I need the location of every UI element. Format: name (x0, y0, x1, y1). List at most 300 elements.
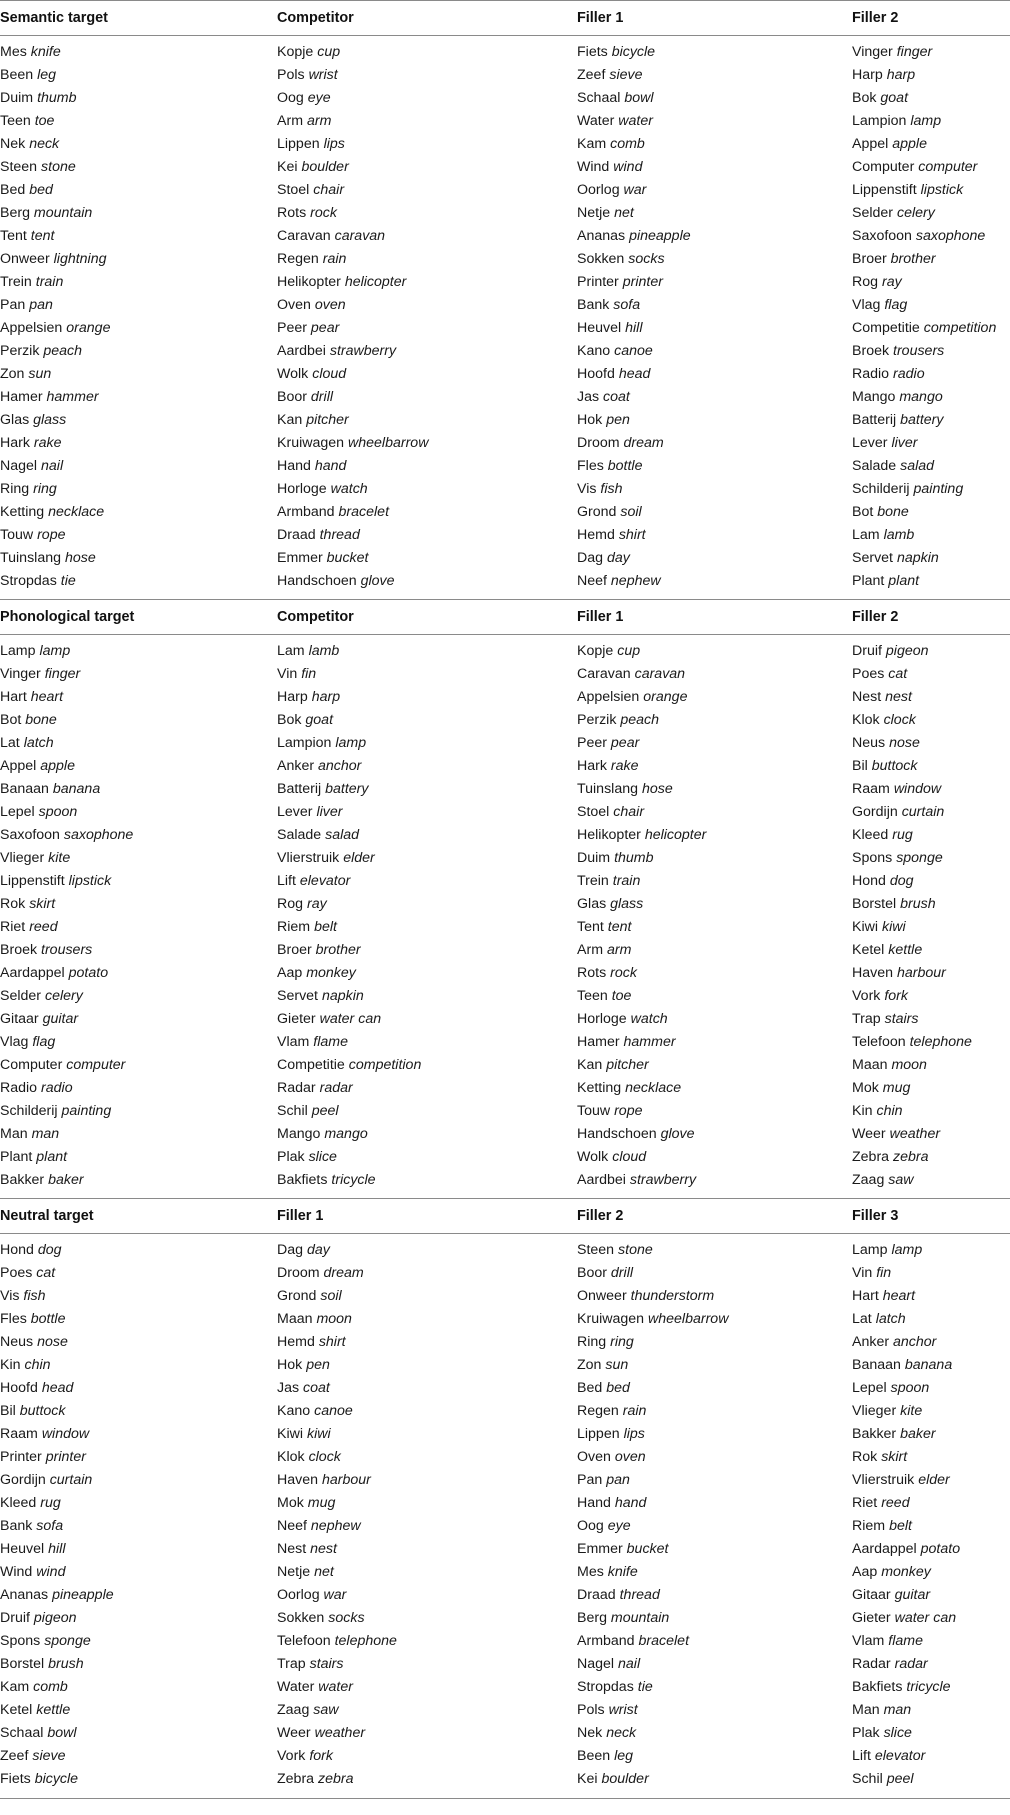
dutch-word: Stropdas (0, 573, 57, 589)
table-cell (0, 1515, 277, 1538)
table-row (0, 1607, 1010, 1630)
dutch-word: Nagel (577, 1656, 615, 1672)
english-translation: lamp (891, 1242, 923, 1258)
table-cell (0, 478, 277, 501)
english-translation: telephone (909, 1034, 972, 1050)
table-cell (577, 41, 852, 64)
dutch-word: Klok (277, 1449, 305, 1465)
english-translation: battery (900, 412, 944, 428)
dutch-word: Broek (0, 942, 38, 958)
dutch-word: Vin (852, 1265, 873, 1281)
english-translation: drill (610, 1265, 633, 1281)
dutch-word: Plant (0, 1149, 33, 1165)
table-cell (277, 1285, 577, 1308)
dutch-word: Servet (277, 988, 319, 1004)
english-translation: fin (876, 1265, 892, 1281)
table-row (0, 1031, 1010, 1054)
dutch-word: Draad (577, 1587, 616, 1603)
dutch-word: Rog (852, 274, 879, 290)
table-cell (852, 87, 1010, 110)
dutch-word: Raam (852, 781, 890, 797)
dutch-word: Broek (852, 343, 890, 359)
dutch-word: Printer (577, 274, 619, 290)
dutch-word: Berg (577, 1610, 607, 1626)
table-cell (577, 1077, 852, 1100)
dutch-word: Stropdas (577, 1679, 634, 1695)
table-cell (852, 1031, 1010, 1054)
dutch-word: Fles (0, 1311, 27, 1327)
table-cell (852, 225, 1010, 248)
english-translation: rug (892, 827, 913, 843)
table-cell (0, 1262, 277, 1285)
english-translation: lamp (39, 643, 71, 659)
dutch-word: Hamer (0, 389, 43, 405)
dutch-word: Oven (577, 1449, 611, 1465)
table-cell (852, 1469, 1010, 1492)
table-cell (277, 640, 577, 663)
english-translation: saxophone (915, 228, 986, 244)
dutch-word: Trap (852, 1011, 881, 1027)
table-cell (277, 363, 577, 386)
dutch-word: Vlag (0, 1034, 29, 1050)
table-cell (852, 1607, 1010, 1630)
table-cell (277, 801, 577, 824)
english-translation: eye (607, 1518, 631, 1534)
dutch-word: Radio (852, 366, 890, 382)
table-cell (577, 64, 852, 87)
table-row (0, 824, 1010, 847)
table-cell (577, 640, 852, 663)
english-translation: coat (603, 389, 630, 405)
table-cell (852, 1584, 1010, 1607)
dutch-word: Teen (0, 113, 31, 129)
table-cell (0, 640, 277, 663)
english-translation: banana (904, 1357, 953, 1373)
english-translation: bottle (607, 458, 643, 474)
dutch-word: Kruiwagen (277, 435, 345, 451)
english-translation: weather (889, 1126, 941, 1142)
dutch-word: Appel (0, 758, 37, 774)
table-cell (577, 1584, 852, 1607)
english-translation: anchor (893, 1334, 937, 1350)
table-cell (277, 1446, 577, 1469)
table-cell (277, 202, 577, 225)
table-row (0, 801, 1010, 824)
section-header-row-neutral (0, 1199, 1010, 1234)
dutch-word: Tent (577, 919, 604, 935)
dutch-word: Onweer (0, 251, 50, 267)
dutch-word: Boor (277, 389, 307, 405)
english-translation: head (618, 366, 651, 382)
english-translation: reed (29, 919, 58, 935)
dutch-word: Lippen (277, 136, 320, 152)
table-row (0, 248, 1010, 271)
english-translation: glove (660, 1126, 695, 1142)
dutch-word: Lampion (277, 735, 332, 751)
dutch-word: Neef (277, 1518, 307, 1534)
english-translation: thread (319, 527, 360, 543)
dutch-word: Rots (277, 205, 307, 221)
table-cell (577, 225, 852, 248)
dutch-word: Rots (577, 965, 607, 981)
english-translation: mountain (33, 205, 93, 221)
table-cell (277, 1331, 577, 1354)
table-cell (852, 663, 1010, 686)
dutch-word: Ring (577, 1334, 607, 1350)
english-translation: bed (29, 182, 53, 198)
dutch-word: Bakker (0, 1172, 45, 1188)
table-cell (0, 801, 277, 824)
table-cell (852, 686, 1010, 709)
dutch-word: Vinger (852, 44, 893, 60)
dutch-word: Klok (852, 712, 880, 728)
english-translation: harbour (896, 965, 946, 981)
dutch-word: Armband (577, 1633, 635, 1649)
english-translation: pan (606, 1472, 630, 1488)
table-cell (277, 1077, 577, 1100)
dutch-word: Kei (277, 159, 298, 175)
english-translation: celery (896, 205, 935, 221)
table-cell (852, 271, 1010, 294)
english-translation: mango (899, 389, 943, 405)
table-cell (577, 893, 852, 916)
dutch-word: Aap (277, 965, 303, 981)
stimulus-table-body (0, 1, 1010, 1799)
table-cell (0, 1100, 277, 1123)
table-cell (277, 133, 577, 156)
table-cell (0, 1699, 277, 1722)
table-cell (277, 1308, 577, 1331)
english-translation: clock (308, 1449, 341, 1465)
table-cell (277, 916, 577, 939)
english-translation: water can (319, 1011, 382, 1027)
english-translation: elder (918, 1472, 950, 1488)
english-translation: lightning (53, 251, 107, 267)
dutch-word: Fiets (0, 1771, 31, 1787)
english-translation: bone (25, 712, 57, 728)
english-translation: nail (618, 1656, 641, 1672)
english-translation: flame (313, 1034, 348, 1050)
english-translation: water (318, 1679, 353, 1695)
dutch-word: Horloge (277, 481, 327, 497)
table-cell (0, 1354, 277, 1377)
english-translation: sieve (32, 1748, 66, 1764)
dutch-word: Bil (852, 758, 868, 774)
table-cell (0, 110, 277, 133)
english-translation: slice (883, 1725, 912, 1741)
table-cell (852, 1008, 1010, 1031)
dutch-word: Tuinslang (0, 550, 61, 566)
table-cell (0, 1561, 277, 1584)
dutch-word: Schaal (577, 90, 621, 106)
dutch-word: Weer (277, 1725, 311, 1741)
english-translation: shirt (618, 527, 646, 543)
english-translation: curtain (49, 1472, 93, 1488)
dutch-word: Water (277, 1679, 315, 1695)
dutch-word: Hemd (577, 527, 615, 543)
table-cell (852, 570, 1010, 593)
dutch-word: Batterij (277, 781, 322, 797)
table-cell (852, 1653, 1010, 1676)
table-cell (577, 1308, 852, 1331)
english-translation: radar (319, 1080, 353, 1096)
table-cell (852, 363, 1010, 386)
table-cell (0, 248, 277, 271)
table-row (0, 317, 1010, 340)
table-row (0, 1400, 1010, 1423)
english-translation: goat (305, 712, 334, 728)
table-cell (852, 340, 1010, 363)
dutch-word: Oog (277, 90, 304, 106)
dutch-word: Pan (577, 1472, 603, 1488)
table-cell (852, 755, 1010, 778)
dutch-word: Hemd (277, 1334, 315, 1350)
english-translation: skirt (881, 1449, 908, 1465)
table-cell (277, 524, 577, 547)
english-translation: stone (41, 159, 76, 175)
english-translation: harp (311, 689, 341, 705)
dutch-word: Poes (0, 1265, 33, 1281)
table-row (0, 1745, 1010, 1768)
dutch-word: Arm (577, 942, 604, 958)
dutch-word: Schilderij (0, 1103, 58, 1119)
dutch-word: Perzik (577, 712, 617, 728)
dutch-word: Dag (577, 550, 604, 566)
table-cell (0, 340, 277, 363)
dutch-word: Mes (0, 44, 27, 60)
english-translation: sun (28, 366, 52, 382)
dutch-word: Zebra (277, 1771, 315, 1787)
table-cell (277, 317, 577, 340)
table-row (0, 1561, 1010, 1584)
table-cell (852, 248, 1010, 271)
dutch-word: Kano (277, 1403, 311, 1419)
table-row (0, 640, 1010, 663)
dutch-word: Handschoen (577, 1126, 657, 1142)
table-cell (577, 801, 852, 824)
dutch-word: Ananas (0, 1587, 49, 1603)
table-cell (852, 916, 1010, 939)
english-translation: lips (623, 1426, 645, 1442)
table-cell (277, 432, 577, 455)
table-cell (277, 1607, 577, 1630)
dutch-word: Vork (852, 988, 881, 1004)
table-cell (577, 1699, 852, 1722)
english-translation: radio (41, 1080, 73, 1096)
english-translation: cup (617, 643, 641, 659)
table-cell (852, 202, 1010, 225)
table-cell (277, 386, 577, 409)
english-translation: saw (313, 1702, 339, 1718)
dutch-word: Bakfiets (852, 1679, 903, 1695)
english-translation: baker (900, 1426, 936, 1442)
english-translation: moon (891, 1057, 927, 1073)
english-translation: orange (66, 320, 111, 336)
english-translation: monkey (306, 965, 356, 981)
english-translation: moon (316, 1311, 352, 1327)
dutch-word: Vlam (852, 1633, 885, 1649)
english-translation: liver (891, 435, 918, 451)
english-translation: hill (625, 320, 643, 336)
english-translation: computer (918, 159, 978, 175)
dutch-word: Zaag (852, 1172, 885, 1188)
column-header: Phonological target (0, 600, 277, 635)
english-translation: cloud (612, 1149, 647, 1165)
table-cell (0, 1308, 277, 1331)
dutch-word: Druif (0, 1610, 30, 1626)
english-translation: wrist (308, 67, 338, 83)
dutch-word: Ketting (0, 504, 45, 520)
english-translation: slice (308, 1149, 337, 1165)
table-row (0, 133, 1010, 156)
dutch-word: Ananas (577, 228, 626, 244)
table-cell (577, 409, 852, 432)
english-translation: potato (68, 965, 109, 981)
english-translation: peach (620, 712, 660, 728)
dutch-word: Boor (577, 1265, 607, 1281)
english-translation: brother (315, 942, 361, 958)
english-translation: rake (33, 435, 62, 451)
english-translation: hose (641, 781, 673, 797)
dutch-word: Weer (852, 1126, 886, 1142)
table-cell (0, 1607, 277, 1630)
table-cell (0, 1745, 277, 1768)
english-translation: cat (36, 1265, 56, 1281)
table-cell (852, 1123, 1010, 1146)
english-translation: tie (637, 1679, 653, 1695)
english-translation: boulder (301, 159, 349, 175)
column-header: Filler 3 (852, 1199, 1010, 1234)
table-cell (577, 962, 852, 985)
english-translation: cat (888, 666, 908, 682)
dutch-word: Lampion (852, 113, 907, 129)
english-translation: bucket (326, 550, 369, 566)
english-translation: latch (23, 735, 54, 751)
column-header: Competitor (277, 1, 577, 36)
dutch-word: Gieter (852, 1610, 891, 1626)
dutch-word: Hand (277, 458, 311, 474)
english-translation: neck (29, 136, 60, 152)
dutch-word: Sokken (577, 251, 625, 267)
table-cell (852, 501, 1010, 524)
english-translation: head (41, 1380, 74, 1396)
english-translation: nephew (310, 1518, 361, 1534)
table-cell (852, 1722, 1010, 1745)
dutch-word: Bok (277, 712, 302, 728)
english-translation: weather (314, 1725, 366, 1741)
table-cell (852, 1100, 1010, 1123)
table-row (0, 1331, 1010, 1354)
column-header: Filler 2 (852, 1, 1010, 36)
dutch-word: Heuvel (577, 320, 622, 336)
english-translation: potato (920, 1541, 961, 1557)
dutch-word: Stoel (577, 804, 610, 820)
table-cell (852, 1239, 1010, 1262)
table-cell (277, 778, 577, 801)
dutch-word: Lever (852, 435, 888, 451)
table-cell (0, 1630, 277, 1653)
table-row (0, 1446, 1010, 1469)
english-translation: battery (325, 781, 369, 797)
dutch-word: Grond (277, 1288, 317, 1304)
column-header: Neutral target (0, 1199, 277, 1234)
english-translation: drill (310, 389, 333, 405)
english-translation: caravan (334, 228, 386, 244)
english-translation: printer (622, 274, 663, 290)
table-cell (852, 1169, 1010, 1192)
dutch-word: Appel (852, 136, 889, 152)
dutch-word: Radar (852, 1656, 891, 1672)
table-row (0, 1699, 1010, 1722)
english-translation: comb (33, 1679, 68, 1695)
english-translation: train (612, 873, 641, 889)
dutch-word: Anker (852, 1334, 890, 1350)
column-header: Semantic target (0, 1, 277, 36)
dutch-word: Touw (577, 1103, 611, 1119)
english-translation: fork (884, 988, 908, 1004)
table-cell (0, 363, 277, 386)
english-translation: tent (30, 228, 55, 244)
dutch-word: Kruiwagen (577, 1311, 645, 1327)
english-translation: net (314, 1564, 334, 1580)
dutch-word: Mango (277, 1126, 321, 1142)
table-cell (577, 916, 852, 939)
table-cell (0, 1146, 277, 1169)
table-cell (277, 156, 577, 179)
dutch-word: Kan (577, 1057, 603, 1073)
english-translation: bed (606, 1380, 630, 1396)
dutch-word: Tent (0, 228, 27, 244)
english-translation: toe (34, 113, 55, 129)
table-row (0, 432, 1010, 455)
dutch-word: Aardbei (277, 343, 326, 359)
table-cell (577, 294, 852, 317)
table-cell (277, 225, 577, 248)
table-row (0, 294, 1010, 317)
table-cell (577, 1169, 852, 1192)
table-row (0, 64, 1010, 87)
table-cell (0, 524, 277, 547)
dutch-word: Teen (577, 988, 608, 1004)
table-cell (577, 1054, 852, 1077)
table-row (0, 409, 1010, 432)
dutch-word: Riem (277, 919, 311, 935)
table-row (0, 939, 1010, 962)
dutch-word: Anker (277, 758, 315, 774)
english-translation: monkey (881, 1564, 931, 1580)
table-cell (852, 64, 1010, 87)
table-cell (577, 1469, 852, 1492)
english-translation: sun (605, 1357, 629, 1373)
dutch-word: Vlag (852, 297, 881, 313)
table-row (0, 1354, 1010, 1377)
english-translation: lamb (883, 527, 915, 543)
english-translation: thread (619, 1587, 660, 1603)
table-cell (0, 133, 277, 156)
english-translation: kite (900, 1403, 923, 1419)
english-translation: spoon (38, 804, 78, 820)
dutch-word: Vlierstruik (852, 1472, 915, 1488)
english-translation: man (31, 1126, 60, 1142)
dutch-word: Stoel (277, 182, 310, 198)
table-cell (277, 1630, 577, 1653)
table-cell (277, 248, 577, 271)
table-cell (577, 1031, 852, 1054)
table-cell (577, 847, 852, 870)
dutch-word: Vlierstruik (277, 850, 340, 866)
english-translation: hill (48, 1541, 66, 1557)
table-cell (577, 524, 852, 547)
